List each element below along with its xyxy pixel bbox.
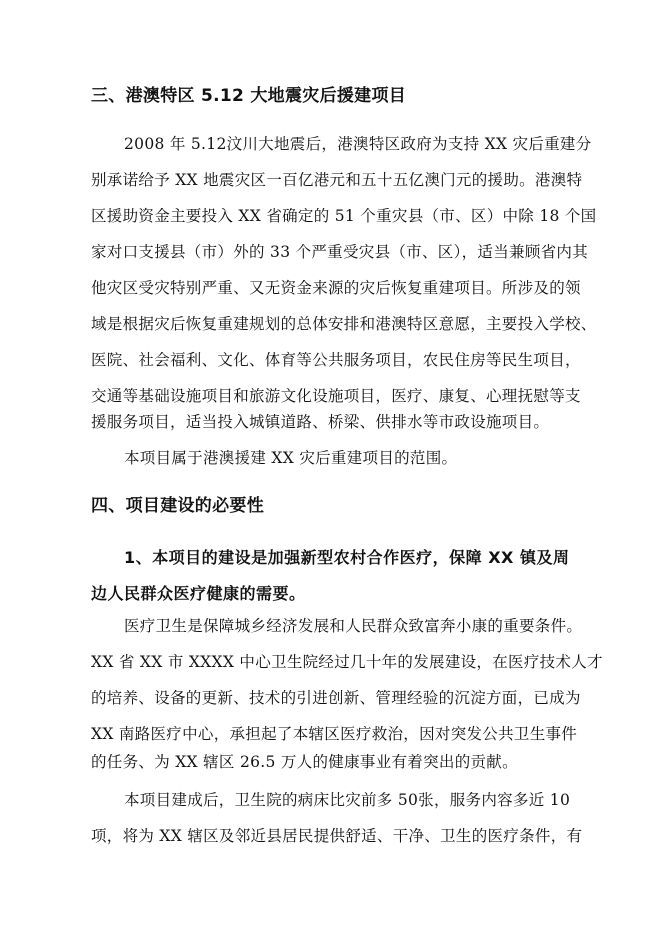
- section-4-paragraph-1-line: 的任务、为 XX 辖区 26.5 万人的健康事业有着突出的贡献。: [91, 753, 518, 771]
- section-3-title: 三、港澳特区 5.12 大地震灾后援建项目: [91, 86, 407, 106]
- section-4-subheading-line: 边人民群众医疗健康的需要。: [91, 584, 306, 603]
- section-4-paragraph-1-line: 的培养、设备的更新、技术的引进创新、管理经验的沉淀方面，已成为: [91, 689, 581, 707]
- section-3-paragraph-1-line: 域是根据灾后恢复重建规划的总体安排和港澳特区意愿，主要投入学校、: [91, 315, 597, 333]
- section-4-paragraph-2-line: 本项目建成后，卫生院的病床比灾前多 50张，服务内容多近 10: [124, 791, 571, 809]
- section-3-paragraph-1-line: 医院、社会福利、文化、体育等公共服务项目，农民住房等民生项目，: [91, 351, 581, 369]
- section-4-paragraph-1-line: XX 省 XX 市 XXXX 中心卫生院经过几十年的发展建设，在医疗技术人才: [91, 653, 603, 671]
- section-4-subheading-line: 1、本项目的建设是加强新型农村合作医疗，保障 XX 镇及周: [124, 548, 570, 567]
- section-4-paragraph-1-line: XX 南路医疗中心，承担起了本辖区医疗救治，因对突发公共卫生事件: [91, 725, 578, 743]
- section-3-paragraph-1-line: 2008 年 5.12汶川大地震后，港澳特区政府为支持 XX 灾后重建分: [124, 135, 592, 153]
- section-4-paragraph-2-line: 项，将为 XX 辖区及邻近县居民提供舒适、干净、卫生的医疗条件，有: [91, 827, 583, 845]
- section-3-paragraph-1-line: 他灾区受灾特别严重、又无资金来源的灾后恢复重建项目。所涉及的领: [91, 279, 581, 297]
- section-4-title: 四、项目建设的必要性: [91, 496, 264, 516]
- section-3-paragraph-1-line: 家对口支援县（市）外的 33 个严重受灾县（市、区），适当兼顾省内其: [91, 243, 589, 261]
- section-3-paragraph-1-line: 别承诺给予 XX 地震灾区一百亿港元和五十五亿澳门元的援助。港澳特: [91, 171, 583, 189]
- section-3-paragraph-2: 本项目属于港澳援建 XX 灾后重建项目的范围。: [124, 449, 458, 467]
- section-4-paragraph-1-line: 医疗卫生是保障城乡经济发展和人民群众致富奔小康的重要条件。: [124, 617, 583, 635]
- section-3-paragraph-1-line: 交通等基础设施项目和旅游文化设施项目，医疗、康复、心理抚慰等支: [91, 387, 581, 405]
- section-3-paragraph-1-line: 援服务项目，适当投入城镇道路、桥梁、供排水等市政设施项目。: [91, 413, 550, 431]
- section-3-paragraph-1-line: 区援助资金主要投入 XX 省确定的 51 个重灾县（市、区）中除 18 个国: [91, 207, 597, 225]
